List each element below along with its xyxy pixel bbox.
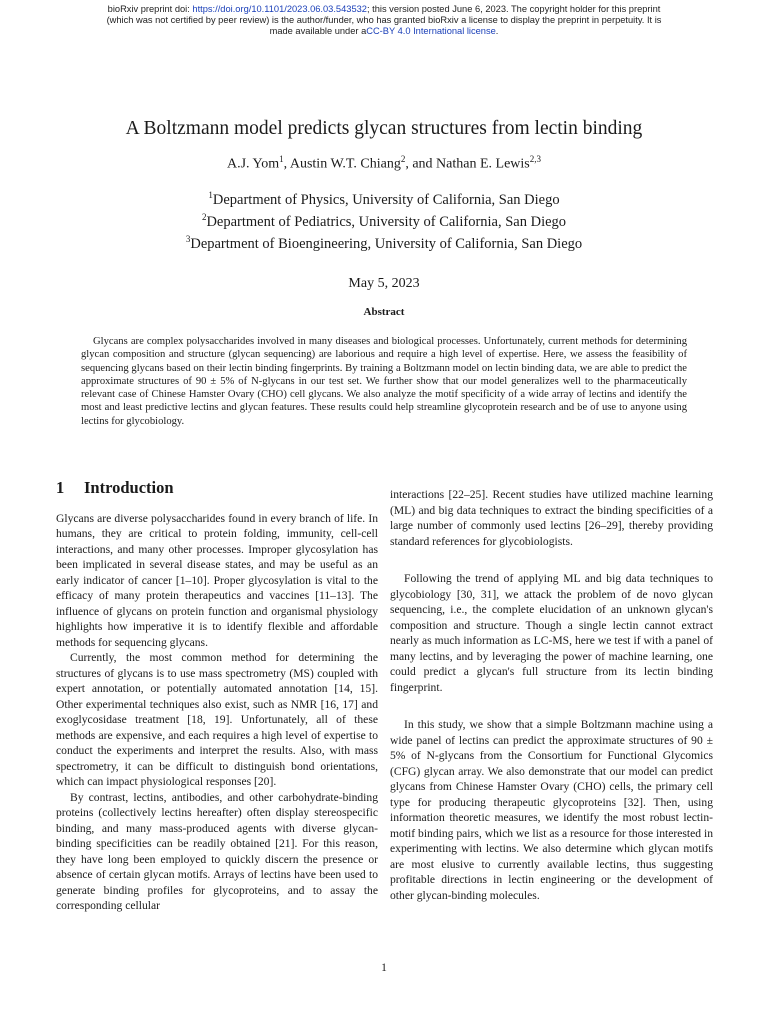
notice-prefix: bioRxiv preprint doi: [107,4,193,14]
author-name: Nathan E. Lewis [436,156,530,172]
author-name: Austin W.T. Chiang [289,156,401,172]
affiliation-number: 2 [201,211,207,222]
author-affiliation-mark: 2 [400,154,406,164]
affiliation [0,231,768,253]
paper-title: A Boltzmann model predicts glycan structures from lectin binding [125,118,643,139]
body-paragraph: Following the trend of applying ML and big data techniques to glycobiology [30, 31], we attack the problem of de novo glycan sequencing, i.e., the complete elucidation of an unknown glycan's composition and structure. Though a single lectin cannot extract nearly as much information as LC-MS, here we test if with a panel of many lectins, and by leveraging the power of machine learning, one could predict a glycan's full structure from its lectin binding fingerprint. [390,572,713,694]
title-block [0,118,768,292]
author-separator: , [283,156,290,172]
affiliation [0,209,768,231]
affiliation [0,187,768,209]
affiliation-text: Department of Pediatrics, University of California, San Diego [206,213,567,230]
affiliation-text: Department of Bioengineering, University of California, San Diego [190,236,583,253]
body-paragraph: By contrast, lectins, antibodies, and other carbohydrate-binding proteins (collectively lectins hereafter) often display stereospecific binding, and many mass-produced agents with diverse glycan-binding specificities can be readily obtained [21]. For this reason, they have long been employed to quickly discern the presence or absence of certain glycan motifs. Arrays of lectins have been used to generate binding profiles for glycoproteins, and to assay the corresponding cellular [56,790,378,912]
preprint-notice-line-1 [40,4,728,15]
affiliation-number: 3 [185,234,191,245]
license-suffix: . [495,26,499,36]
author-list [0,154,768,173]
author-affiliation-mark: 2,3 [529,154,541,164]
license-prefix: made available under a [269,26,367,36]
author-separator: , and [405,156,437,172]
license-link[interactable]: CC-BY 4.0 International license [366,26,496,36]
doi-link[interactable]: https://doi.org/10.1101/2023.06.03.543532 [192,4,367,14]
author-name: A.J. Yom [226,156,280,172]
body-paragraph: In this study, we show that a simple Boltzmann machine using a wide panel of lectins can predict the approximate structures of 90 ± 5% of N-glycans from the Consortium for Functional Glycomics (CFG) glycan array. We also demonstrate that our model can predict glycans from Chinese Hamster Ovary (CHO) cells, the primary cell type for producing therapeutic glycoproteins [32]. Then, using information theoretic measures, we identify the most robust lectin-motif binding pairs, which we list as a resource for those interested in experimenting with lectins. We also determine which glycan motifs are most elusive to currently available lectins, thus suggesting profitable directions in lectin engineering or the development of other glycan-binding molecules. [390,718,713,902]
section-number: 1 [56,478,65,497]
abstract-heading: Abstract [363,306,405,318]
publication-date: May 5, 2023 [348,275,420,291]
left-column [56,480,378,914]
section-title: Introduction [84,478,174,497]
author-affiliation-mark: 1 [279,154,284,164]
preprint-notice-line-3 [40,26,728,37]
section-heading [56,480,378,496]
body-paragraph: interactions [22–25]. Recent studies have utilized machine learning (ML) and big data techniques to extract the binding specificities of a large number of commonly used lectins [26–29], thereby providing standard references for glycobiologists. [390,488,713,548]
affiliation-text: Department of Physics, University of California, San Diego [212,191,560,208]
body-paragraph: Currently, the most common method for determining the structures of glycans is to use mass spectrometry (MS) coupled with expert annotation, or potentially automated annotation [14, 15]. Other experimental techniques also exist, such as NMR [16, 17] and exoglycosidase treatment [18, 19]. Unfortunately, all of these methods are expensive, and each requires a high level of expertise to conduct the experiments and interpret the results. Also, with mass spectrometry, it can be difficult to distinguish bond orientations, which can impact physiological responses [20]. [56,651,378,788]
notice-suffix: ; this version posted June 6, 2023. The copyright holder for this preprint [366,4,661,14]
preprint-notice [40,4,728,37]
preprint-notice-line-2: (which was not certified by peer review) is the author/funder, who has granted bioRxiv a license to display the preprint in perpetuity. It is [106,15,662,25]
page-number: 1 [381,962,387,974]
abstract-text: Glycans are complex polysaccharides involved in many diseases and biological processes. Unfortunately, current methods for determining glycan composition and structure (glycan sequencing) are laborious and require a high level of expertise. Here, we assess the feasibility of sequencing glycans based on their lectin binding fingerprints. By training a Boltzmann model on lectin binding data, we are able to predict the approximate structures of 90 ± 5% of N-glycans in our test set. We further show that our model generalizes well to the pharmaceutically relevant case of Chinese Hamster Ovary (CHO) cell glycans. We also analyze the motif specificity of a wide array of lectins and identify the most and least predictive lectins and glycan features. These results could help streamline glycoprotein research and be of use to anyone using lectins for glycobiology. [81,336,687,427]
body-paragraph: Glycans are diverse polysaccharides found in every branch of life. In humans, they are critical to protein folding, immunity, cell-cell interactions, and many other processes. Improper glycosylation has been implicated in several disease states, and may be useful as an early indicator of cancer [1–10]. Proper glycosylation is vital to the efficacy of many protein therapeutics and vaccines [11–13]. The influence of glycans on protein function and organismal physiology highlights how imperative it is to identify flexible and affordable methods for sequencing glycans. [56,511,378,649]
right-column [390,487,713,903]
affiliation-number: 1 [208,189,213,200]
affiliation-list [0,187,768,254]
